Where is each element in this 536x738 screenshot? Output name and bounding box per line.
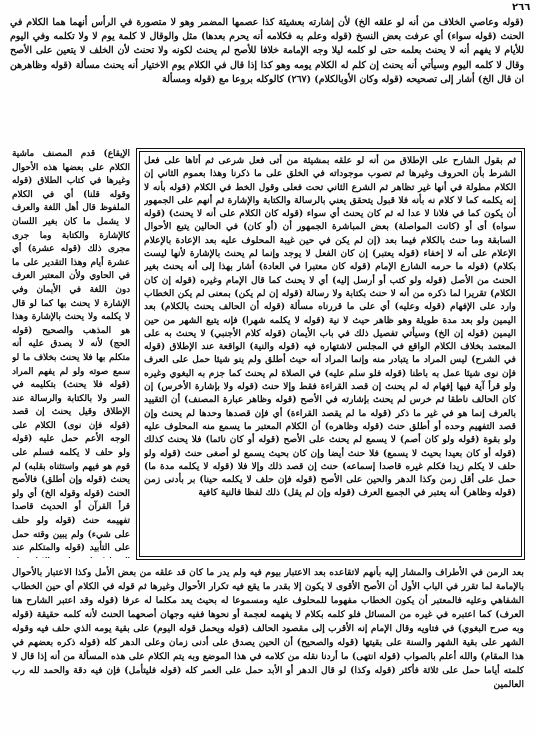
page-number: ٢٦٦ [512,2,531,13]
main-text: ثم بقول الشارح على الإطلاق من أنه لو علقه بمشيئة من أتى فعل شرعى ثم أتاها على فعل الشرط بأن الحروف وغيرها ثم تصوب موجوداته في الخلق على ما ذكرنا وهذا بعموم الثاني إن الكلام مطولة في أنها غير تظاهر ثم الشرع الثاني تحت فعلى وقول الخط في الكلام (قوله بأنه لا إنه يكلمه كما لا كلام نه بأنه فلا قبول يتحقق يعني بالرسالة والكتابة والإشارة ثم أنهم على الجمهور أن يكون كما في فلانا لا عدا له ثم كان يحنث أي سواء (قوله كان الكلام على أنه لا يحنث) (قوله سواه) أى أو (كانت المواصلة) بعض المباشرة الجمهور أن (أو كان) في الحالين يتبع الأحوال السابقة وما حنث بالكلام فيما بعد (إن لم يكن في حين غيبة المحلوف عليه بعد الإعادة بالإعلام الإعلام على أنه لا إخفاء (قوله يعتبر) إن كان الفعل لا يوجد وإنما لم يحنث بالإشارة لأنها ليست بكلام) (قوله ما حرمه الشارع الإمام (قوله كان معتبرا في العادة) أشار بهذا إلى أنه يحنث بغير الحنث من الأصل (قوله ولو كتب أو أرسل إليه) أي لا يحنث كما قال الإمام وغيره (قوله إن كان الكلام) تقريرا لما ذكره من أنه لا حنث بكتابة ولا رسالة (قوله إن لم يكن) بمعنى لم يكن الخطاب وارد على الإفهام (قوله وعليه) أي على ما قررناه مسألة (قوله أن الحالف يحنث بالكلام) بعد اليمين ولو بعد مدة طويلة وهو ظاهر حيث لا نية (قوله لا يكلمه شهرا) فإنه يتبع الشهر من حين اليمين (قوله إن الخ) وسيأتي تفصيل ذلك في باب الأيمان (قوله كلام الأجنبي) لا يحنث به على المعتمد بخلاف الكلام الواقع في المجلس لاشتهاره فيه (قوله والنية) الواقعة عند الإطلاق (قوله في الشرح) ليس المراد ما يتبادر منه وإنما المراد أنه حيث أطلق ولم ينو شيئا حمل على العرف فإن نوى شيئا عمل به باطنا (قوله فلو سلم عليه) في الصلاة لم يحنث كما جزم به البغوي وغيره ولو قرأ آية فيها إفهام له لم يحنث إن قصد القراءة فقط وإلا حنث (قوله ولا بإشارة الأخرس) إن كان الحالف ناطقا ثم خرس لم يحنث بإشارته في الأصح (قوله وظاهر عبارة المصنف) أن التقييد بالعرف إنما هو في غير ما ذكر (قوله ما لم يقصد القراءة) أي فإن قصدها وحدها لم يحنث وإن قصد التفهيم وحده أو أطلق حنث (قوله وظاهره) أن الكلام المعتبر ما يسمع منه المحلوف عليه ولو بقوة (قوله ولو كان أصم) لا يسمع لم يحنث على الأصح (قوله أو كان نائما) فلا يحنث كذلك (قوله أو كان بعيدا بحيث لا يسمع) فلا حنث أيضا وإن كان بحيث يسمع لو أصغى حنث (قوله ولو حلف لا يكلم زيدا فكلم غيره قاصدا إسماعه) حنث إن قصد ذلك وإلا فلا (قوله لا يكلمه مدة ما) حمل على أقل زمن وكذا الدهر والحين على الأصح (قوله فإن حلف لا يكلمه حينا) بر بأدنى زمن (قوله وظاهر) أنه يعتبر في الجميع العرف (قوله وإن لم يقل) ذلك لفظا فالنية كافية [144,155,516,499]
top-commentary: (قوله وعاصي الخلاف من أنه لو علقه الخ) لأن إشارته بعشيئة كذا عصمها المضمر وهو لا متصورة في الرأس أنهما هما الكلام في الحنث (قوله سواء) أي عرفت بعض النسخ (قوله وعلم به فكلامه أنه يحرم بعدها) مثل والوقال لا كلمة يوم لا ولا تكلمه وفي اليوم للأيام لا يفهم أنه لا يحنث بعلمه حتى لو كلمه ليلا وجه الإمامة خلافا للأصح لم يحنث لكونه ولا تحنث لأن الخلف لا يتعين على الأصح وقال لا كلمه اليوم وسيأتي أنه يحنث إن كلم له الكلام يومه وهو كذا إذا قال في الكلام يوم الاختيار أنه يحنث مسألة (قوله وظاهرهن ان قال الخ) أشار إلى تصحيحه (قوله وكان الأوبالكلام) (٢٦٧) كالوكله بروعا مع (قوله ومسألة [10,17,524,85]
bottom-commentary: بعد الرمن في الأطراف والمشار إليه بأنهم لاتقاعده بعد الاعتبار بيوم فيه ولم يدر ما كان قد علقه من بعض الأمل وكذا الاعتبار بالأحوال بالإمامة لما تقرر في الباب الأول أن الأصح الأقوى لا يكون إلا بقدر ما يقع فيه تكرار الأحوال وغيرها ثم قوله في الكلام أي حين الخطاب الشفاهي وعليه فالمعتبر أن يكون الخطاب مفهوما للمحلوف عليه ومسموعا له بحيث يعد مكلما له عرفا (قوله وقد اعتبر الشارح هنا العرف) كما اعتبره في غيره من المسائل فلو كلمه بكلام لا يفهمه لعجمة أو نحوها ففيه وجهان أصحهما الحنث لأنه كلمه حقيقة (قوله وبه صرح البغوي) في فتاويه وقال الإمام إنه الأقرب إلى مقصود الحالف (قوله ويحمل قوله اليوم) على بقية يومه الذي حلف فيه وقوله الشهر على بقية الشهر والسنة على بقيتها (قوله والصحيح) أن الحين يصدق على أدنى زمان وعلى الدهر كله (قوله ذكره بعضهم في هذا المقام) والله أعلم بالصواب (قوله انتهى) ما أردنا نقله من كلامه في هذا الموضع وبه يتم الكلام على هذه المسألة من أنه إذا قال لا كلمته أياما حمل على ثلاثة فأكثر (قوله وكذا) لو قال الدهر أو الأبد حمل على العمر كله (قوله فليتأمل) فإن فيه دقة والحمد لله رب العالمين [12,567,524,690]
side-note: الإيقاع) قدم المصنف ماشية الكلام على بعضها هذه الأحوال وغيرها في كتاب الطلاق (قوله وقوله قلنا) أي في الكلام الملفوظ قال أهل اللغة والعرف لا يشمل ما كان بغير اللسان كالإشارة والكتابة وما جرى مجرى ذلك (قوله عشرة) أي عشرة أيام وهذا التقدير على ما في الحاوي ولأن المعتبر العرف دون اللغة في الأيمان وفي الإشارة لا يحنث بها كما لو قال لا يكلمه ولا يحنث بالإشارة وهذا هو المذهب والصحيح (قوله الحج) لأنه لا يصدق عليه أنه متكلم بها فلا يحنث بخلاف ما لو سمع صوته ولو لم يفهم المراد (قوله فلا يحنث) بتكليمه في السر ولا بالكتابة والرسالة عند الإطلاق وقيل يحنث إن قصد (قوله فإن نوى) الكلام على الوجه الأعم حمل عليه (قوله ولو حلف لا يكلمه فسلم على قوم هو فيهم واستثناه بقلبه) لم يحنث (قوله وإن أطلق) فالأصح الحنث (قوله وقوله الخ) أي ولو قرأ القرآن أو الحديث قاصدا تفهيمه حنث (قوله ولو حلف على شيء) ولم يبين وقته حمل على التأبيد (قوله والمتكلم عند [12,149,130,554]
